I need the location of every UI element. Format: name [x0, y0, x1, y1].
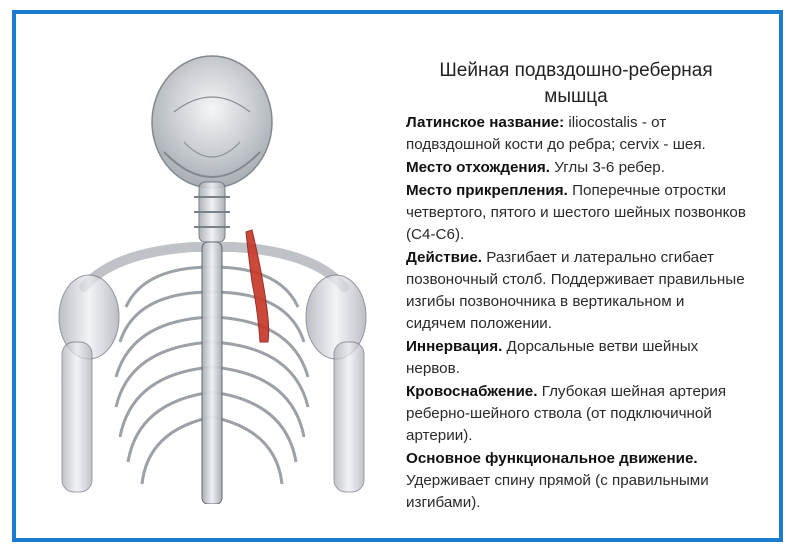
page-title: Шейная подвздошно-реберная мышца	[439, 60, 713, 107]
slide-frame	[12, 10, 783, 542]
origin-label: Место отхождения.	[406, 159, 551, 176]
blood-supply-paragraph	[406, 381, 746, 447]
cervical-spine	[194, 182, 230, 242]
latin-name-label: Латинское название:	[406, 114, 565, 131]
functional-movement-text: Удерживает спину прямой (с правильными изгибами).	[406, 472, 709, 511]
action-paragraph	[406, 247, 746, 335]
action-text: Разгибает и латерально сгибает позвоночный столб. Поддерживает правильные изгибы позвоночника в вертикальном и сидячем положении.	[406, 249, 745, 332]
skull	[152, 56, 272, 188]
innervation-text: Дорсальные ветви шейных нервов.	[406, 338, 699, 377]
thoracic-spine	[202, 242, 222, 504]
innervation-label: Иннервация.	[406, 338, 503, 355]
insertion-paragraph	[406, 180, 746, 246]
blood-supply-text: Глубокая шейная артерия реберно-шейного ствола (от подключичной артерии).	[406, 383, 727, 444]
functional-movement-label: Основное функциональное движение.	[406, 450, 698, 467]
latin-name-text: iliocostalis - от подвздошной кости до ребра; cervix - шея.	[406, 114, 706, 153]
functional-movement-paragraph	[406, 448, 746, 514]
latin-name-paragraph	[406, 112, 746, 156]
insertion-text: Поперечные отростки четвертого, пятого и шестого шейных позвонков (С4-С6).	[406, 182, 746, 243]
innervation-paragraph	[406, 336, 746, 380]
blood-supply-label: Кровоснабжение.	[406, 383, 538, 400]
origin-paragraph	[406, 157, 746, 179]
insertion-label: Место прикрепления.	[406, 182, 568, 199]
description-panel	[406, 58, 746, 515]
skeleton-illustration	[44, 52, 374, 504]
origin-text: Углы 3-6 ребер.	[550, 159, 665, 176]
action-label: Действие.	[406, 249, 483, 266]
